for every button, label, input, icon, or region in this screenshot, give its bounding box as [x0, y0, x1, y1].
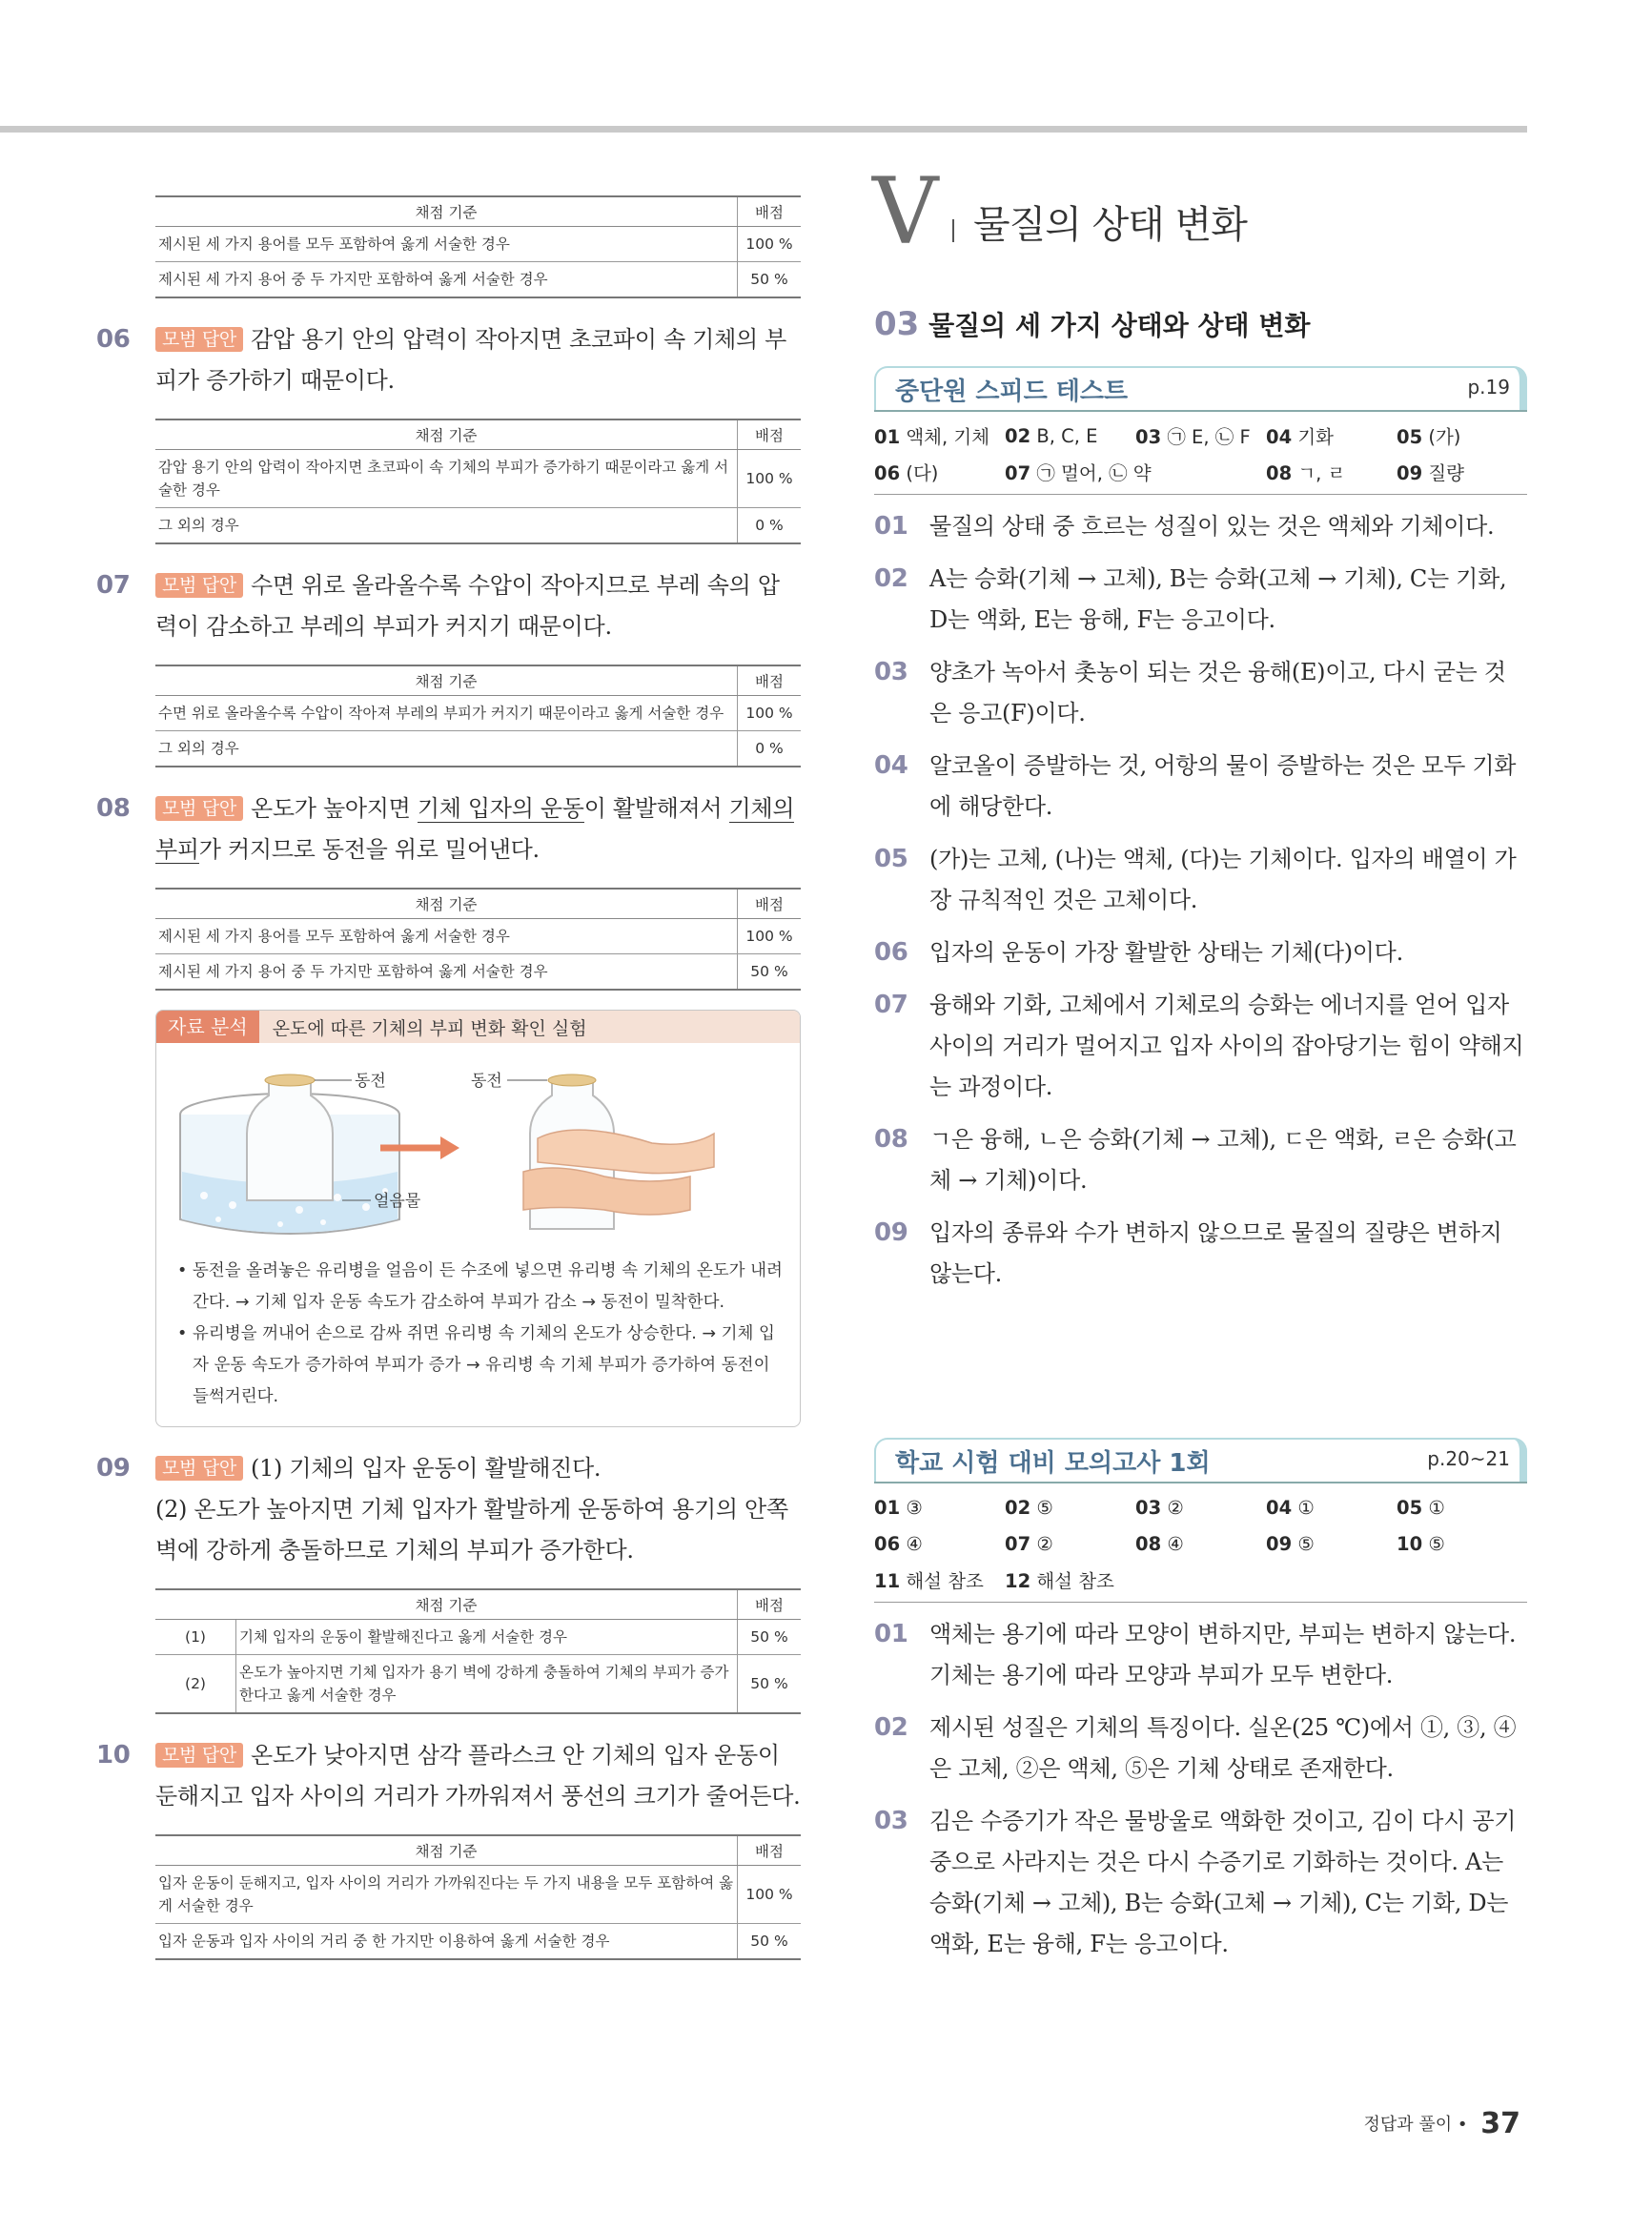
mock-answer-grid — [874, 1482, 1527, 1603]
explanation-number: 07 — [874, 991, 908, 1019]
speed-answer-grid — [874, 410, 1527, 495]
explanation-item — [874, 985, 1527, 1108]
answer-cell: 04 기화 — [1266, 426, 1335, 448]
explanation-item — [874, 1801, 1527, 1965]
explanation-number: 08 — [874, 1125, 908, 1154]
speed-answers — [874, 506, 1527, 1295]
answer-row — [874, 1525, 1527, 1562]
answer-cell: 01 액체, 기체 — [874, 426, 990, 448]
speed-test-title: 중단원 스피드 테스트 — [895, 378, 1129, 406]
table-row: 입자 운동과 입자 사이의 거리 중 한 가지만 이용하여 옳게 서술한 경우 50 % — [155, 1924, 801, 1960]
answer-cell: 06 (다) — [874, 462, 939, 484]
answer-tag: 모범 답안 — [155, 573, 243, 598]
explanation-number: 01 — [874, 512, 908, 541]
question-number: 06 — [96, 325, 131, 355]
answer-cell: 03 ② — [1135, 1496, 1184, 1519]
experiment-illustration — [156, 1043, 800, 1248]
question-number: 07 — [96, 571, 131, 601]
table-row: 제시된 세 가지 용어를 모두 포함하여 옳게 서술한 경우 100 % — [155, 919, 801, 954]
table-row: 입자 운동이 둔해지고, 입자 사이의 거리가 가까워진다는 두 가지 내용을 모두 포함하여 옳게 서술한 경우 100 % — [155, 1866, 801, 1924]
explanation-item — [874, 746, 1527, 828]
answer-cell: 06 ④ — [874, 1532, 923, 1555]
answer-tag: 모범 답안 — [155, 327, 243, 352]
question-10 — [96, 1735, 801, 1817]
explanation-text: 알코올이 증발하는 것, 어항의 물이 증발하는 것은 모두 기화에 해당한다. — [929, 752, 1517, 820]
answer-cell: 03 ㉠ E, ㉡ F — [1135, 426, 1251, 448]
explanation-number: 02 — [874, 1713, 908, 1742]
right-column — [872, 158, 1527, 1965]
table-row: 제시된 세 가지 용어 중 두 가지만 포함하여 옳게 서술한 경우 50 % — [155, 262, 801, 298]
question-number: 10 — [96, 1741, 131, 1770]
experiment-figure — [156, 1043, 801, 1248]
explanation-text: A는 승화(기체 → 고체), B는 승화(고체 → 기체), C는 기화, D는 액화, E는 융해, F는 응고이다. — [929, 565, 1507, 633]
answer-tag: 모범 답안 — [155, 1456, 243, 1481]
page-number: 37 — [1480, 2107, 1520, 2140]
question-number: 08 — [96, 794, 131, 824]
data-analysis-header — [156, 1011, 800, 1043]
speed-test-header — [874, 366, 1527, 410]
left-column — [96, 195, 801, 1960]
question-07 — [96, 565, 801, 647]
label-coin-2: 동전 — [471, 1072, 502, 1092]
answer-text: 감압 용기 안의 압력이 작아지면 초코파이 속 기체의 부피가 증가하기 때문이다. — [155, 326, 787, 395]
explanation-item — [874, 652, 1527, 734]
footer-label: 정답과 풀이 — [1363, 2115, 1453, 2135]
question-09: 09 모범 답안 (1) 기체의 입자 운동이 활발해진다. (2) 온도가 높아지면 기체 입자가 활발하게 운동하여 용기의 안쪽 벽에 강하게 충돌하므로 기체의 부피가 증가한다. — [155, 1448, 801, 1571]
explanation-item — [874, 1614, 1527, 1696]
explanation-text: 입자의 운동이 가장 활발한 상태는 기체(다)이다. — [929, 939, 1403, 966]
explanation-number: 04 — [874, 751, 908, 780]
explanation-item — [874, 839, 1527, 921]
answer-cell: 05 (가) — [1397, 426, 1461, 448]
answer-cell: 09 질량 — [1397, 462, 1465, 484]
answer-tag: 모범 답안 — [155, 1743, 243, 1768]
data-analysis-box — [155, 1010, 801, 1427]
underlined-term: 기체의 부피 — [155, 795, 795, 864]
answer-cell: 02 ⑤ — [1005, 1496, 1053, 1519]
chapter-header — [872, 158, 1527, 276]
section-title: 03 물질의 세 가지 상태와 상태 변화 — [874, 305, 1311, 343]
answer-cell: 12 해설 참조 — [1005, 1570, 1114, 1592]
answer-row — [874, 1562, 1527, 1598]
table-row: 그 외의 경우 0 % — [155, 508, 801, 544]
explanation-number: 03 — [874, 1807, 908, 1835]
mock-answers — [874, 1614, 1527, 1965]
question-06 — [96, 319, 801, 401]
answer-cell: 01 ③ — [874, 1496, 923, 1519]
answer-text: 수면 위로 올라올수록 수압이 작아지므로 부레 속의 압력이 감소하고 부레의 부피가 커지기 때문이다. — [155, 572, 780, 641]
question-08: 08 모범 답안 온도가 높아지면 기체 입자의 운동이 활발해져서 기체의 부피가 커지므로 동전을 위로 밀어낸다. — [155, 788, 801, 870]
explanation-number: 05 — [874, 845, 908, 873]
answer-row — [874, 418, 1527, 454]
chapter-roman: V — [872, 158, 939, 265]
explanation-text: 양초가 녹아서 촛농이 되는 것은 융해(E)이고, 다시 굳는 것은 응고(F)이다. — [929, 659, 1506, 726]
answer-text: 온도가 낮아지면 삼각 플라스크 안 기체의 입자 운동이 둔해지고 입자 사이의 거리가 가까워져서 풍선의 크기가 줄어든다. — [155, 1742, 801, 1811]
explanation-item — [874, 1708, 1527, 1790]
answer-row — [874, 454, 1527, 490]
explanation-text: ㄱ은 융해, ㄴ은 승화(기체 → 고체), ㄷ은 액화, ㄹ은 승화(고체 → 기체)이다. — [929, 1126, 1517, 1194]
analysis-bullet: • 동전을 올려놓은 유리병을 얼음이 든 수조에 넣으면 유리병 속 기체의 온도가 내려간다. → 기체 입자 운동 속도가 감소하여 부피가 감소 → 동전이 밀착한다. — [177, 1261, 783, 1313]
answer-cell: 10 ⑤ — [1397, 1532, 1445, 1555]
page-footer — [1363, 2107, 1520, 2140]
explanation-number: 03 — [874, 658, 908, 686]
question-number: 09 — [96, 1454, 131, 1483]
chapter-title: 물질의 상태 변화 — [973, 203, 1247, 247]
explanation-text: 김은 수증기가 작은 물방울로 액화한 것이고, 김이 다시 공기 중으로 사라지는 것은 다시 수증기로 기화하는 것이다. A는 승화(기체 → 고체), B는 승화(고체 → 기체), C는 기화, D는 액화, E는 융해, F는 응고이다. — [929, 1808, 1517, 1957]
table-header: 배점 — [738, 196, 802, 227]
explanation-item — [874, 559, 1527, 641]
explanation-item — [874, 1119, 1527, 1201]
scoring-table: 채점 기준 배점 입자 운동이 둔해지고, 입자 사이의 거리가 가까워진다는 두 가지 내용을 모두 포함하여 옳게 서술한 경우 100 % 입자 운동과 입자 사이의 거리 중 한 가지만 이용하여 옳게 서술한 경우 50 % — [155, 1834, 801, 1960]
analysis-bullet: • 유리병을 꺼내어 손으로 감싸 쥐면 유리병 속 기체의 온도가 상승한다. → 기체 입자 운동 속도가 증가하여 부피가 증가 → 유리병 속 기체 부피가 증가하여 동전이 들썩거린다. — [177, 1324, 775, 1407]
explanation-number: 02 — [874, 564, 908, 593]
scoring-table: 채점 기준 배점 수면 위로 올라올수록 수압이 작아져 부레의 부피가 커지기 때문이라고 옳게 서술한 경우 100 % 그 외의 경우 0 % — [155, 665, 801, 767]
explanation-number: 01 — [874, 1620, 908, 1648]
answer-tag: 모범 답안 — [155, 796, 243, 821]
table-row: (1) 기체 입자의 운동이 활발해진다고 옳게 서술한 경우 50 % — [155, 1620, 801, 1655]
footer-dot: • — [1457, 2115, 1468, 2135]
mock-test-title: 학교 시험 대비 모의고사 1회 — [895, 1449, 1211, 1478]
answer-cell: 08 ㄱ, ㄹ — [1266, 462, 1346, 484]
explanation-number: 06 — [874, 938, 908, 967]
top-rule — [0, 126, 1527, 133]
table-row: 제시된 세 가지 용어를 모두 포함하여 옳게 서술한 경우 100 % — [155, 227, 801, 262]
scoring-table: 채점 기준 배점 감압 용기 안의 압력이 작아지면 초코파이 속 기체의 부피가 증가하기 때문이라고 옳게 서술한 경우 100 % 그 외의 경우 0 % — [155, 419, 801, 544]
scoring-table — [155, 195, 801, 298]
speed-test-page: p.19 — [1467, 376, 1510, 399]
answer-cell: 09 ⑤ — [1266, 1532, 1315, 1555]
underlined-term: 기체 입자의 운동 — [417, 795, 584, 823]
data-analysis-title: 온도에 따른 기체의 부피 변화 확인 실험 — [272, 1017, 587, 1039]
explanation-text: 입자의 종류와 수가 변하지 않으므로 물질의 질량은 변하지 않는다. — [929, 1219, 1502, 1287]
table-row: 제시된 세 가지 용어 중 두 가지만 포함하여 옳게 서술한 경우 50 % — [155, 954, 801, 991]
answer-cell: 05 ① — [1397, 1496, 1445, 1519]
explanation-number: 09 — [874, 1218, 908, 1247]
chapter-divider — [952, 219, 954, 242]
data-analysis-label: 자료 분석 — [156, 1011, 259, 1043]
mock-test-header — [874, 1438, 1527, 1482]
table-row: 감압 용기 안의 압력이 작아지면 초코파이 속 기체의 부피가 증가하기 때문이라고 옳게 서술한 경우 100 % — [155, 450, 801, 508]
label-coin-1: 동전 — [355, 1072, 386, 1092]
explanation-text: 물질의 상태 중 흐르는 성질이 있는 것은 액체와 기체이다. — [929, 513, 1495, 540]
explanation-text: 제시된 성질은 기체의 특징이다. 실온(25 ℃)에서 ①, ③, ④은 고체, ②은 액체, ⑤은 기체 상태로 존재한다. — [929, 1714, 1517, 1782]
answer-cell: 11 해설 참조 — [874, 1570, 984, 1592]
explanation-item — [874, 506, 1527, 547]
answer-cell: 04 ① — [1266, 1496, 1315, 1519]
mock-test-page: p.20~21 — [1427, 1447, 1510, 1470]
answer-row — [874, 1489, 1527, 1525]
answer-cell: 07 ㉠ 멀어, ㉡ 약 — [1005, 462, 1152, 484]
answer-cell: 08 ④ — [1135, 1532, 1184, 1555]
explanation-text: 액체는 용기에 따라 모양이 변하지만, 부피는 변하지 않는다. 기체는 용기에 따라 모양과 부피가 모두 변한다. — [929, 1621, 1517, 1688]
explanation-text: 융해와 기화, 고체에서 기체로의 승화는 에너지를 얻어 입자 사이의 거리가 멀어지고 입자 사이의 잡아당기는 힘이 약해지는 과정이다. — [929, 992, 1524, 1100]
scoring-table: 채점 기준 배점 (1) 기체 입자의 운동이 활발해진다고 옳게 서술한 경우 50 % (2) 온도가 높아지면 기체 입자가 용기 벽에 강하게 충돌하여 기체의 부피가 증가한다고 옳게 서술한 경우 50 % — [155, 1588, 801, 1714]
table-row: (2) 온도가 높아지면 기체 입자가 용기 벽에 강하게 충돌하여 기체의 부피가 증가한다고 옳게 서술한 경우 50 % — [155, 1655, 801, 1714]
answer-cell: 07 ② — [1005, 1532, 1053, 1555]
explanation-item — [874, 932, 1527, 973]
answer-cell: 02 B, C, E — [1005, 424, 1098, 447]
explanation-text: (가)는 고체, (나)는 액체, (다)는 기체이다. 입자의 배열이 가장 규칙적인 것은 고체이다. — [929, 846, 1517, 913]
explanation-item — [874, 1213, 1527, 1295]
table-header: 채점 기준 — [155, 196, 738, 227]
table-row: 그 외의 경우 0 % — [155, 731, 801, 767]
analysis-bullets — [156, 1248, 800, 1426]
scoring-table: 채점 기준 배점 제시된 세 가지 용어를 모두 포함하여 옳게 서술한 경우 100 % 제시된 세 가지 용어 중 두 가지만 포함하여 옳게 서술한 경우 50 % — [155, 888, 801, 991]
table-row: 수면 위로 올라올수록 수압이 작아져 부레의 부피가 커지기 때문이라고 옳게 서술한 경우 100 % — [155, 696, 801, 731]
label-ice-water: 얼음물 — [374, 1192, 421, 1212]
